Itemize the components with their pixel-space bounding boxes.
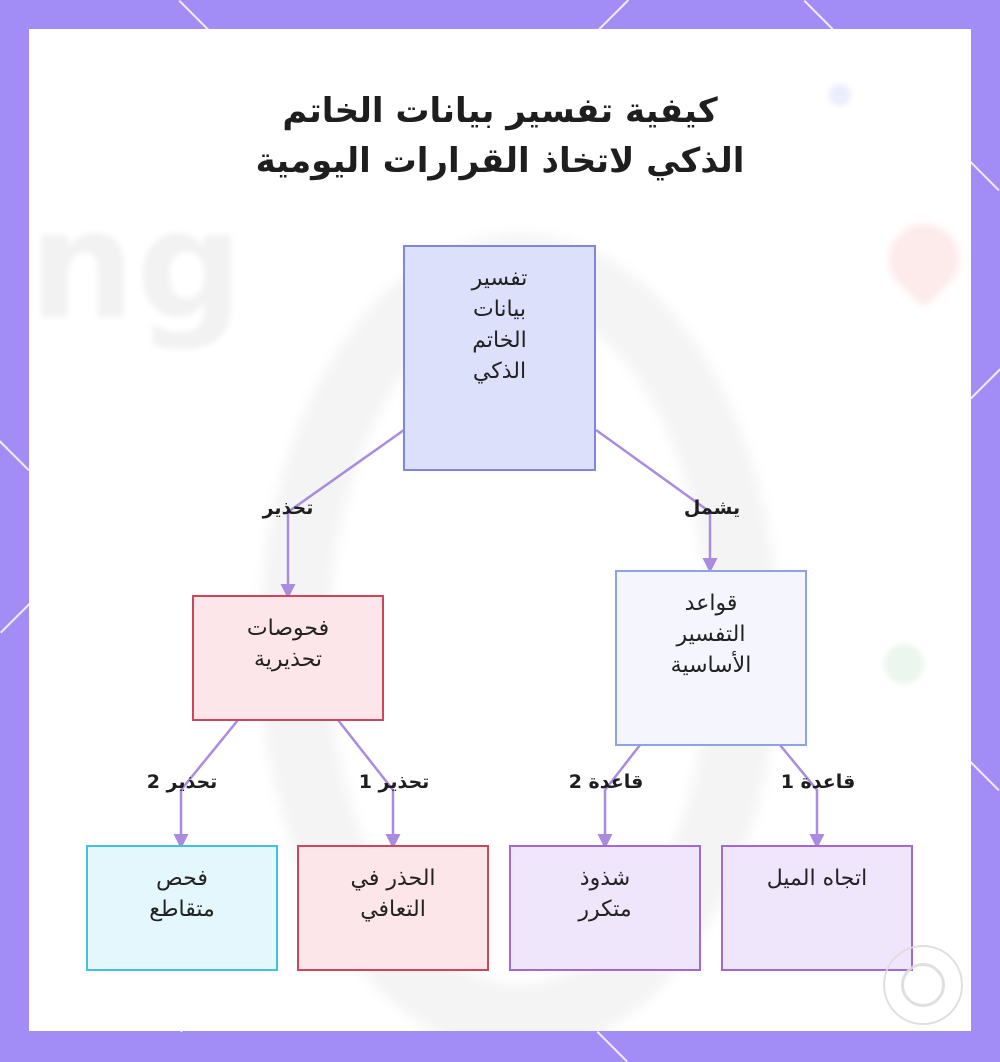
edge-rules-to-trend — [780, 745, 817, 846]
node-text-line: بيانات — [472, 297, 526, 322]
node-text-line: الذكي — [472, 359, 527, 384]
edge-label-warning: تحذير — [262, 497, 314, 519]
node-text-line: التعافي — [360, 897, 426, 922]
node-text-line: تفسير — [471, 266, 528, 291]
node-text-line: الأساسية — [670, 653, 752, 678]
watermark-logo — [883, 945, 963, 1025]
node-root — [403, 245, 596, 471]
node-basic-rules — [615, 570, 807, 746]
title-line-2: الذكي لاتخاذ القرارات اليومية — [255, 141, 745, 181]
edge-label-rule-1: قاعدة 1 — [780, 771, 856, 793]
node-text-line: فحص — [156, 866, 208, 891]
node-recovery-caution — [297, 845, 489, 971]
node-text-line: تحذيرية — [253, 647, 323, 672]
node-text-line: متكرر — [578, 897, 632, 922]
node-cross-check — [86, 845, 278, 971]
node-anomaly — [509, 845, 701, 971]
node-trend — [721, 845, 913, 971]
title-line-1: كيفية تفسير بيانات الخاتم — [282, 91, 718, 131]
edge-label-rule-2: قاعدة 2 — [568, 771, 644, 793]
node-text-line: فحوصات — [246, 616, 330, 641]
background-decoration: ng — [29, 179, 244, 353]
node-text-line: التفسير — [676, 622, 746, 647]
node-text-line: الخاتم — [472, 328, 527, 353]
edge-rules-to-anomaly — [605, 745, 640, 846]
node-text-line: الحذر في — [350, 866, 436, 891]
node-text-line: قواعد — [684, 591, 738, 616]
node-text-line: شذوذ — [579, 866, 631, 891]
edge-label-warning-1: تحذير 1 — [358, 771, 430, 793]
node-warning-checks — [192, 595, 384, 721]
node-text-line: متقاطع — [149, 897, 215, 922]
edge-label-includes: يشمل — [683, 497, 741, 519]
node-text-line: اتجاه الميل — [766, 866, 868, 891]
edge-label-warning-2: تحذير 2 — [146, 771, 218, 793]
